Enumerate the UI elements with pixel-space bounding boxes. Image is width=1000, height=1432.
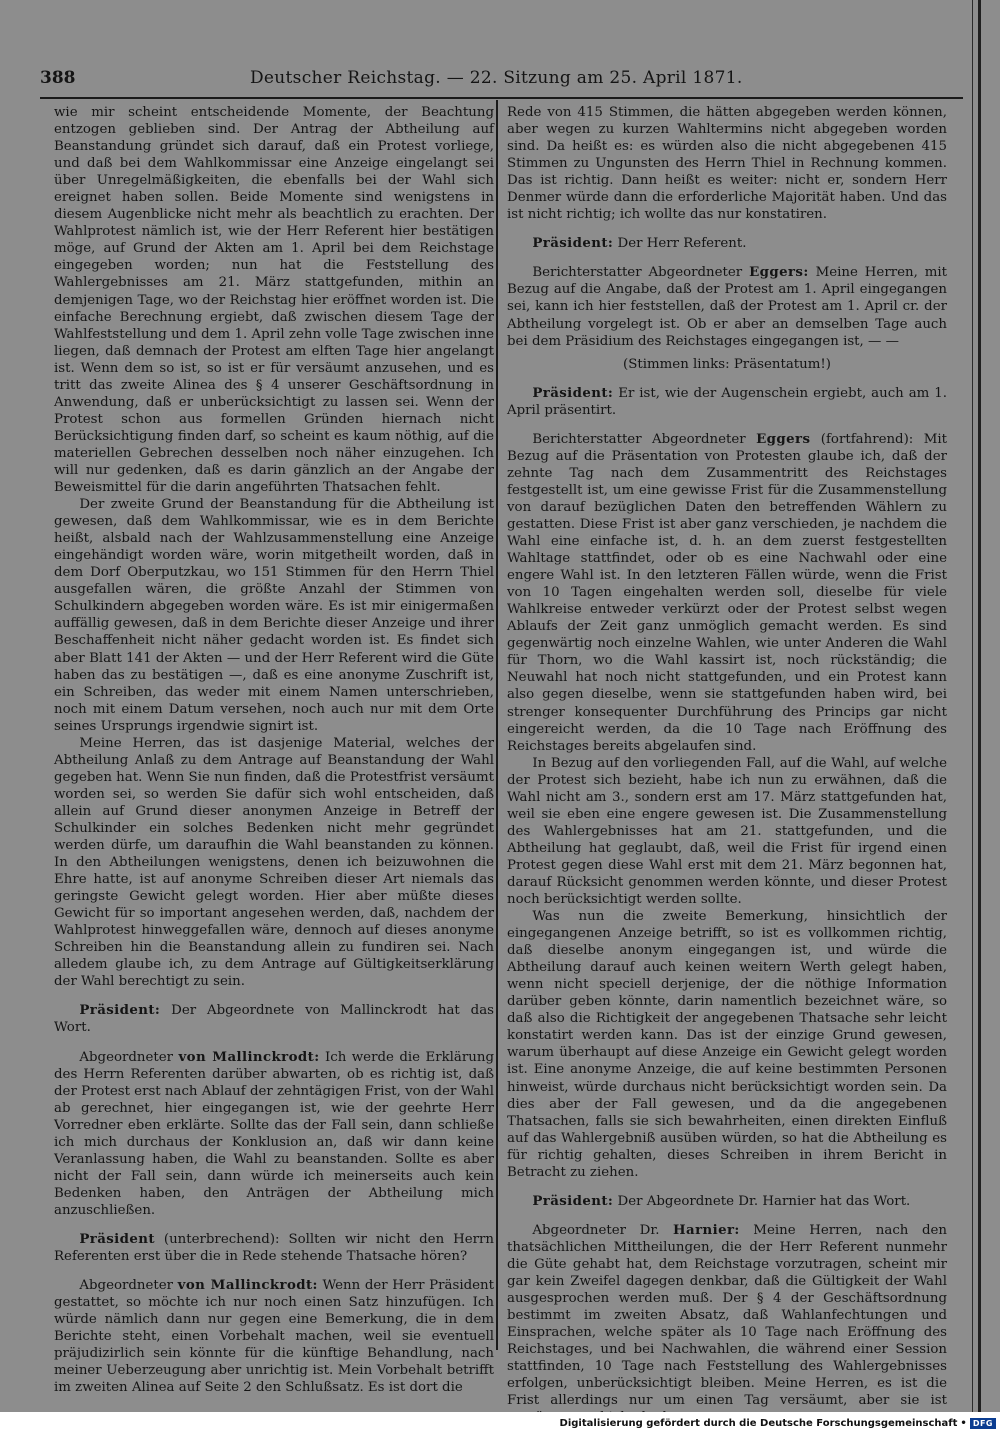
- speech-text: (fortfahrend): Mit Bezug auf die Präsentation von Protesten glaube ich, daß der zehnte Tag nach dem Zusammentritt des Reichstages festgestellt ist, um eine gewisse Frist für die Zusammenstellung von darauf bezüglichen Daten den betreffenden Wählern zu gestatten. Diese Frist ist aber ganz verschieden, je nachdem die Wahl eine einfache ist, d. h. an dem zuerst festgestellten Wahltage stattfindet, oder ob es eine Nachwahl oder eine engere Wahl ist. In den letzteren Fällen würde, wenn die Frist von 10 Tagen eingehalten werden soll, dieselbe für viele Wahlkreise entweder verkürzt oder der Protest selbst wegen Ablaufs der Zeit ganz unmöglich gemacht werden. Es sind gegenwärtig noch einzelne Wahlen, wie unter Anderen die Wahl für Thorn, wo die Wahl kassirt ist, noch rückständig; die Neuwahl hat noch nicht stattgefunden, und ein Protest kann also gegen dieselbe, wenn sie stattgefunden haben wird, bei strenger konsequenter Durchführung des Princips gar nicht eingereicht werden, da die 10 Tage nach Eröffnung des Reichstages bereits abgelaufen sind.: [507, 431, 948, 754]
- page-number: 388: [40, 68, 76, 88]
- page-edge-border: [978, 0, 981, 1412]
- speaker-role: Abgeordneter: [79, 1049, 179, 1065]
- dfg-logo-icon: DFG: [970, 1418, 996, 1429]
- funding-footer: [560, 1414, 996, 1432]
- speech-text: Ich werde die Erklärung des Herrn Referenten darüber abwarten, ob es richtig ist, daß der Protest erst nach Ablauf der zehntägigen Frist, von der Wahl ab gerechnet, hier eingegangen ist, wie der geehrte Herr Vorredner eben erklärte. Sollte das der Fall sein, dann schließe ich mich durchaus der Konklusion an, daß wir dann keine Veranlassung haben, die Wahl zu beanstanden. Sollte es aber nicht der Fall sein, dann würde ich meinerseits auch kein Bedenken haben, den Anträgen der Abtheilung mich anzuschließen.: [54, 1049, 494, 1218]
- funding-note: Digitalisierung gefördert durch die Deutsche Forschungsgemeinschaft: [559, 1417, 958, 1429]
- speaker-name: Präsident:: [79, 1002, 161, 1019]
- footer-separator: •: [960, 1417, 967, 1429]
- right-column: [507, 104, 947, 1412]
- paragraph-speech: [507, 1222, 947, 1412]
- running-head: Deutscher Reichstag. — 22. Sitzung am 25. April 1871.: [250, 68, 743, 88]
- speaker-name: Präsident:: [532, 384, 614, 401]
- speaker-role: Berichterstatter Abgeordneter: [532, 265, 750, 281]
- speaker-name: von Mallinckrodt:: [177, 1277, 318, 1294]
- speech-text: (unterbrechend): Sollten wir nicht den Herrn Referenten erst über die in Rede stehende Thatsache hören?: [54, 1232, 494, 1265]
- paragraph: Der zweite Grund der Beanstandung für die Abtheilung ist gewesen, daß dem Wahlkommissar, wie es in dem Berichte heißt, alsbald nach der Wahlzusammenstellung eine Anzeige eingehändigt worden wäre, worin mitgetheilt worden, daß in dem Dorf Oberputzkau, wo 151 Stimmen für den Herrn Thiel ausgefallen wären, die größte Anzahl der Stimmen von Schulkindern abgegeben worden wäre. Es ist mir einigermaßen auffällig gewesen, daß in dem Berichte dieser Anzeige und ihrer Beschaffenheit nicht näher gedacht worden ist. Es findet sich aber Blatt 141 der Akten — und der Herr Referent wird die Güte haben das zu bestätigen —, daß es eine anonyme Zuschrift ist, ein Schreiben, das weder mit einem Namen unterschrieben, noch mit einem Datum versehen, noch auch nur mit dem Orte seines Ursprungs irgendwie signirt ist.: [54, 497, 494, 734]
- paragraph-speech: [54, 1002, 494, 1036]
- paragraph: Was nun die zweite Bemerkung, hinsichtlich der eingegangenen Anzeige betrifft, so ist es vollkommen richtig, daß dieselbe anonym eingegangen ist, und würde die Abtheilung darauf auch keinen weitern Werth gelegt haben, wenn nicht speciell derjenige, der die nöthige Information darüber geben könnte, darin namentlich bezeichnet wäre, so daß also die Richtigkeit der angegebenen Thatsache sehr leicht konstatirt werden kann. Das ist der einzige Grund gewesen, warum überhaupt auf diese Anzeige ein Gewicht gelegt worden ist. Eine anonyme Anzeige, die auf keine bestimmten Personen hinweist, würde durchaus nicht berücksichtigt worden sein. Da dies aber der Fall gewesen, und da die angegebenen Thatsachen, falls sie sich bewahrheiten, einen direkten Einfluß auf das Wahlergebniß ausüben würden, so hat die Abtheilung es für richtig gehalten, dieses Schreiben in ihrem Bericht in Betracht zu ziehen.: [507, 909, 947, 1180]
- paragraph: Meine Herren, das ist dasjenige Material, welches der Abtheilung Anlaß zu dem Antrage auf Beanstandung der Wahl gegeben hat. Wenn Sie nun finden, daß die Protestfrist versäumt worden sei, so werden Sie dafür sich wohl entscheiden, daß allein auf Grund dieser anonymen Anzeige in Betreff der Schulkinder ein solches Bedenken nicht mehr gegründet werden dürfe, um daraufhin die Wahl beanstanden zu können. In den Abtheilungen wenigstens, denen ich beizuwohnen die Ehre hatte, ist auf anonyme Schreiben dieser Art niemals das geringste Gewicht gelegt worden. Hier aber müßte dieses Gewicht für so important angesehen werden, daß, nachdem der Wahlprotest hinweggefallen wäre, dennoch auf dieses anonyme Schreiben hin die Beanstandung allein zu fundiren sei. Nach alledem glaube ich, zu dem Antrage auf Gültigkeitserklärung der Wahl berechtigt zu sein.: [54, 735, 494, 990]
- paragraph: In Bezug auf den vorliegenden Fall, auf die Wahl, auf welche der Protest sich bezieht, habe ich nun zu erwähnen, daß die Wahl nicht am 3., sondern erst am 17. März stattgefunden hat, weil sie eben eine engere gewesen ist. Die Zusammenstellung des Wahlergebnisses hat am 21. stattgefunden, und die Abtheilung hat geglaubt, daß, weil die Frist für irgend einen Protest gegen diese Wahl erst mit dem 21. März begonnen hat, darauf Rücksicht genommen werden könnte, und dieser Protest noch berücksichtigt werden sollte.: [507, 755, 947, 908]
- speech-text: Wenn der Herr Präsident gestattet, so möchte ich nur noch einen Satz hinzufügen. Ich würde nämlich dann nur gegen eine Bemerkung, die in dem Berichte steht, einen Vorbehalt machen, weil sie eventuell präjudizirlich sein könnte für die künftige Behandlung, nach meiner Ueberzeugung aber unrichtig ist. Mein Vorbehalt betrifft im zweiten Alinea auf Seite 2 den Schlußsatz. Es ist dort die: [54, 1278, 494, 1396]
- page-edge-border-inner: [972, 0, 973, 1412]
- paragraph-speech: [54, 1049, 494, 1219]
- paragraph-speech: [507, 385, 947, 419]
- speaker-name: von Mallinckrodt:: [178, 1048, 320, 1065]
- speaker-role: Abgeordneter: [79, 1278, 178, 1294]
- left-column: [54, 104, 494, 1396]
- paragraph-speech: [54, 1231, 494, 1265]
- paragraph-speech: [507, 1193, 947, 1210]
- paragraph-speech: [507, 264, 947, 349]
- paragraph: wie mir scheint entscheidende Momente, der Beachtung entzogen geblieben sind. Der Antrag der Abtheilung auf Beanstandung gründet sich darauf, daß ein Protest vorliege, und daß bei dem Wahlkommissar eine Anzeige eingelangt sei über Unregelmäßigkeiten, die ebenfalls bei der Wahl sich ereignet haben sollen. Beide Momente sind wenigstens in diesem Augenblicke nicht mehr als beachtlich zu erachten. Der Wahlprotest nämlich ist, wie der Herr Referent hier bestätigen möge, auf Grund der Akten am 1. April bei dem Reichstage eingegeben worden; nun hat die Feststellung des Wahlergebnisses am 21. März stattgefunden, mithin an demjenigen Tage, wo der Reichstag hier eröffnet worden ist. Die einfache Berechnung ergiebt, daß zwischen diesem Tage der Wahlfeststellung und dem 1. April zehn volle Tage zwischen inne liegen, daß demnach der Protest am elften Tage hier angelangt ist. Wenn dem so ist, so ist er für versäumt anzusehen, und es tritt das zweite Alinea des § 4 unserer Geschäftsordnung in Anwendung, daß er unberücksichtigt zu lassen sei. Wenn der Protest schon aus formellen Gründen hiernach nicht Berücksichtigung finden darf, so scheint es kaum nöthig, auf die materiellen Gebrechen desselben noch näher einzugehen. Ich will nur gedenken, daß es darin gänzlich an der Angabe der Beweismittel für die darin angeführten Thatsachen fehlt.: [54, 105, 494, 496]
- paragraph-speech: [507, 235, 947, 252]
- page-header: [40, 64, 960, 92]
- speech-text: Er ist, wie der Augenschein ergiebt, auch am 1. April präsentirt.: [507, 385, 947, 418]
- speaker-role: Abgeordneter Dr.: [532, 1222, 674, 1238]
- speaker-name: Harnier:: [673, 1221, 740, 1238]
- speech-text: Meine Herren, mit Bezug auf die Angabe, daß der Protest am 1. April eingegangen sei, kann ich hier feststellen, daß der Protest am 1. April cr. der Abtheilung vorgelegt ist. Ob er aber an demselben Tage auch bei dem Präsidium des Reichstages eingegangen ist, — —: [507, 265, 947, 349]
- speaker-name: Präsident:: [532, 1192, 614, 1209]
- paragraph-speech: [54, 1277, 494, 1396]
- header-rule: [40, 97, 963, 99]
- column-divider: [496, 100, 498, 1350]
- paragraph: Rede von 415 Stimmen, die hätten abgegeben werden können, aber wegen zu kurzen Wahltermins nicht abgegeben worden sind. Da heißt es: es würden also die nicht abgegebenen 415 Stimmen zu Ungunsten des Herrn Thiel in Rechnung kommen. Das ist richtig. Dann heißt es weiter: nicht er, sondern Herr Denmer würde dann die erforderliche Majorität haben. Und das ist nicht richtig; ich wollte das nur konstatiren.: [507, 105, 947, 223]
- speech-text: Der Herr Referent.: [613, 236, 747, 252]
- speaker-name: Eggers: [756, 430, 811, 447]
- speaker-name: Eggers:: [749, 264, 809, 281]
- speech-text: Der Abgeordnete von Mallinckrodt hat das Wort.: [54, 1003, 494, 1036]
- speaker-name: Präsident:: [532, 235, 614, 252]
- speech-text: Der Abgeordnete Dr. Harnier hat das Wort.: [613, 1193, 911, 1209]
- interjection: (Stimmen links: Präsentatum!): [623, 356, 831, 372]
- speaker-role: Berichterstatter Abgeordneter: [532, 431, 757, 447]
- paragraph-speech: [507, 431, 947, 755]
- speech-text: Meine Herren, nach den thatsächlichen Mittheilungen, die der Herr Referent nunmehr die Güte gehabt hat, dem Reichstage vorzutragen, scheint mir gar kein Zweifel dagegen denkbar, daß die Gültigkeit der Wahl ausgesprochen werden muß. Der § 4 der Geschäftsordnung bestimmt im zweiten Absatz, daß Wahlanfechtungen und Einsprachen, welche später als 10 Tage nach Eröffnung des Reichstages, und bei Nachwahlen, die während einer Session stattfinden, 10 Tage nach Feststellung des Wahlergebnisses erfolgen, unberücksichtigt bleiben. Meine Herren, es ist die Frist allerdings nur um einen Tag versäumt, aber sie ist: [507, 1222, 947, 1409]
- speaker-name: Präsident: [79, 1231, 155, 1247]
